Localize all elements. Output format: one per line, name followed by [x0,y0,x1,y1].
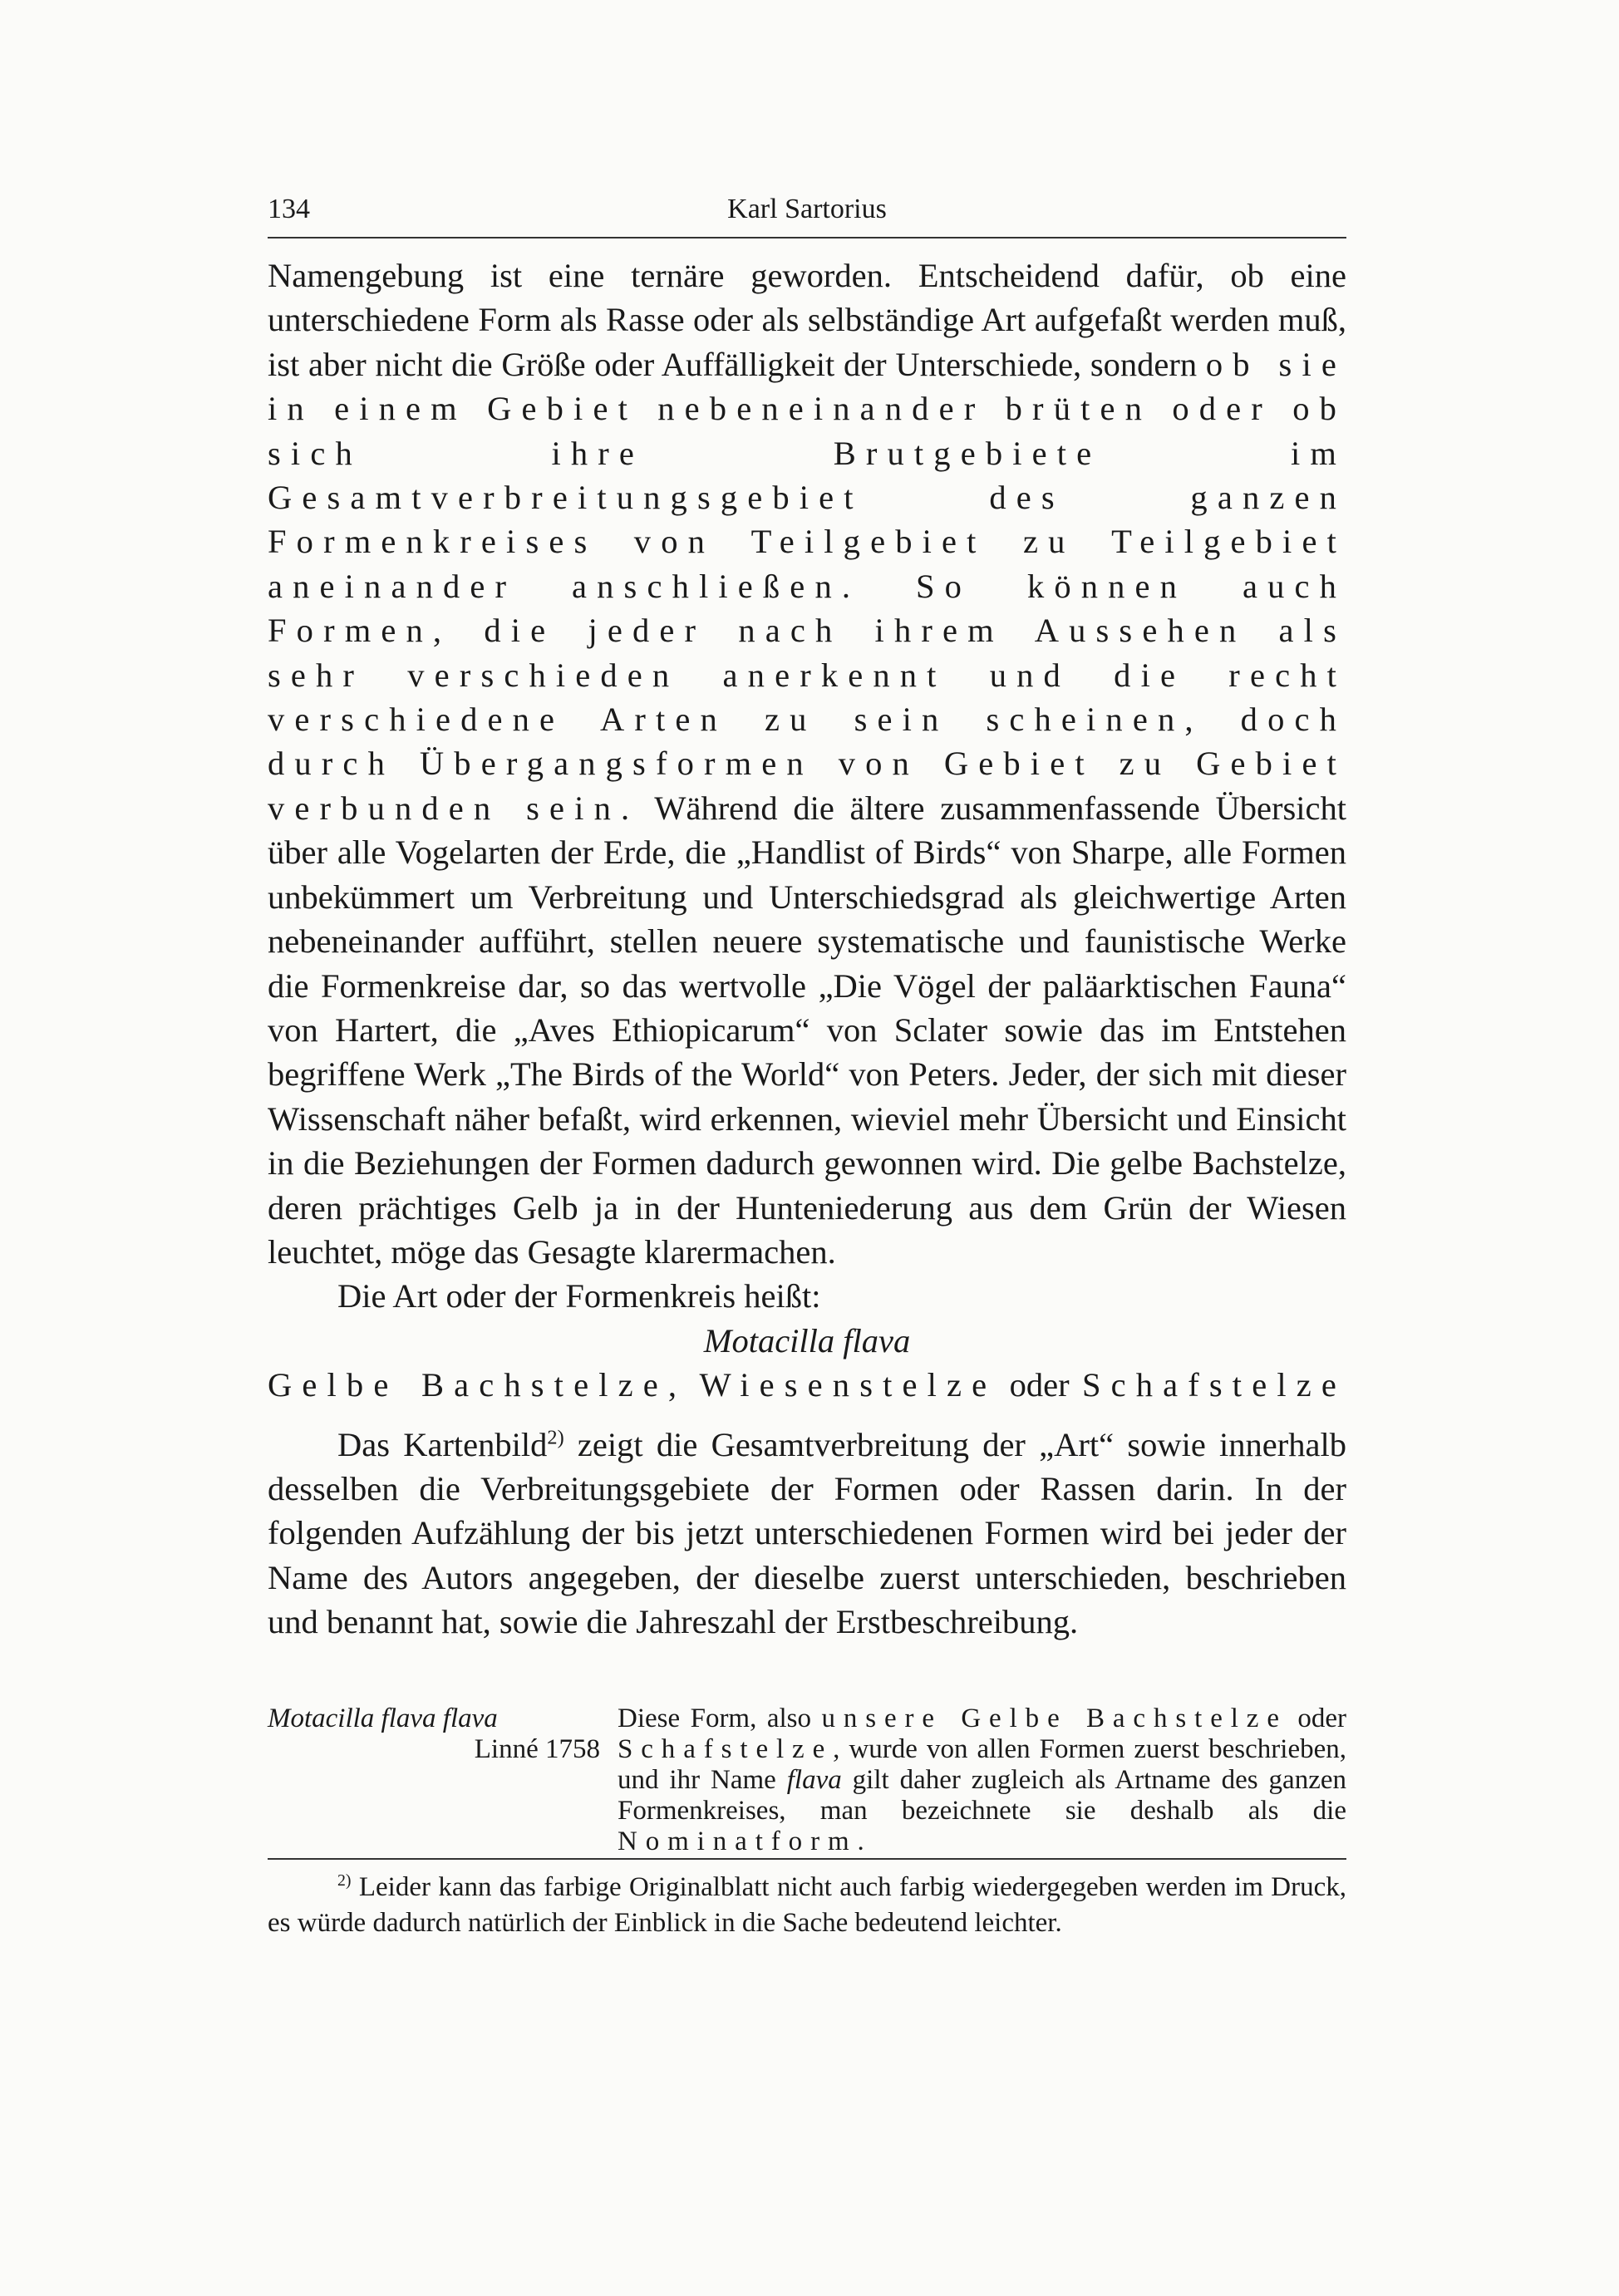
entry-author: Linné 1758 [474,1734,600,1764]
footnote-ref: 2) [547,1426,564,1449]
paragraph-1-part-c: Während die ältere zusammenfassende Übersicht über alle Vogelarten der Erde, die „Handlist of Birds“ von Sharpe, alle Formen unbekümmert um Verbreitung und Unterschiedsgrad als gleichwertige Arten nebeneinander aufführt, stellen neuere systematische und faunistische Werke die Formenkreise dar, so das wertvolle „Die Vögel der paläarktischen Fauna“ von Hartert, die „Aves Ethiopicarum“ von Sclater sowie das im Entstehen begriffene Werk „The Birds of the World“ von Peters. Jeder, der sich mit dieser Wissenschaft näher befaßt, wird erkennen, wieviel mehr Übersicht und Einsicht in die Beziehungen der Formen dadurch gewonnen wird. Die gelbe Bachstelze, deren prächtiges Gelb ja in der Hunteniederung aus dem Grün der Wiesen leuchtet, möge das Gesagte klarermachen. [268,789,1346,1271]
running-title: Karl Sartorius [727,194,887,224]
paragraph-3: Das Kartenbild$^{2)}$ zeigt die Gesamtverbreitung der „Art“ sowie innerhalb desselben die Verbreitungsgebiete der Formen oder Rassen darin. In der folgenden Aufzählung der bis jetzt unterschiedenen Formen wird bei jeder der Name des Autors angegeben, der dieselbe zuerst unterschieden, beschrieben und benannt hat, sowie die Jahreszahl der Erstbeschreibung. [268,1425,1346,1641]
paragraph-2: Die Art oder der Formenkreis heißt: [337,1277,821,1315]
entry-species-name: Motacilla flava flava [268,1704,498,1733]
entry-description: Diese Form, also unsere Gelbe Bachstelze oder Schafstelze, wurde von allen Formen zuerst beschrieben, und ihr Name flava gilt daher zugleich als Artname des ganzen Formenkreises, man bezeichnete sie deshalb als die Nominatform. [618,1704,1347,1856]
footnote-marker: 2) [337,1871,352,1890]
entry-label [268,1704,600,1765]
footnote-text: Leider kann das farbige Originalblatt nicht auch farbig wiedergegeben werden im Druck, es würde dadurch natürlich der Einblick in die Sache bedeutend leichter. [268,1872,1346,1938]
footnote-rule [268,1858,1346,1860]
paragraph-1 [268,253,1346,1274]
page-number: 134 [268,194,310,224]
paragraph-1-part-a: Namengebung ist eine ternäre geworden. Entscheidend dafür, ob eine unterschiedene Form als Rasse oder als selbständige Art aufgefaßt werden muß, ist aber nicht die Größe oder Auffälligkeit der Unterschiede, sondern [268,257,1346,383]
species-heading: Motacilla flava [703,1321,911,1359]
footnote [268,1870,1346,1941]
common-name-1: Gelbe Bachstelze, [268,1366,687,1404]
common-name-2: Wiesenstelze [699,1366,997,1404]
spaced-emphasis: ob sie in einem Gebiet nebeneinander brüten oder ob sich ihre Brutgebiete im Gesamtverbreitungsgebiet des ganzen Formenkreises von Teilgebiet zu Teilgebiet aneinander anschließen. So können auch Formen, die jeder nach ihrem Aussehen als sehr verschieden anerkennt und die recht verschiedene Arten zu sein scheinen, doch durch Übergangsformen von Gebiet zu Gebiet verbunden sein. [268,345,1346,827]
main-text [268,253,1346,1645]
common-name-3: Schafstelze [1081,1366,1346,1404]
header-rule [268,237,1346,238]
page-header [268,186,1346,233]
common-name-line: Gelbe Bachstelze, Wiesenstelze oder Schafstelze [268,1366,1346,1404]
